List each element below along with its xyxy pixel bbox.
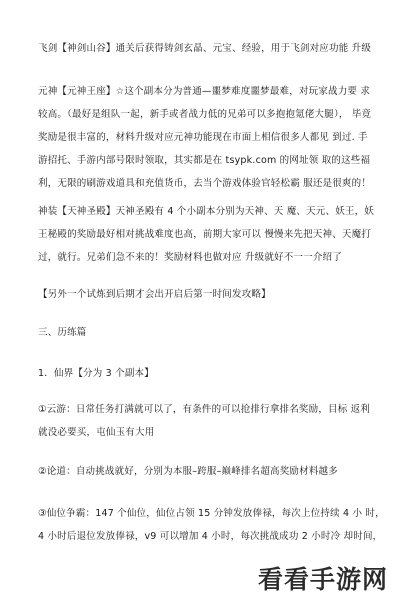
text-line: 1．仙界【分为 3 个副本】 xyxy=(38,368,154,379)
text-line: 神装【天神圣殿】天神圣殿有 4 个小副本分别为天神、天 魔、天元、妖王，妖 xyxy=(38,206,375,217)
text-line: 飞剑【神剑山谷】通关后获得铸剑玄晶、元宝、经验，用于飞剑对应功能 升级 xyxy=(38,43,372,54)
text-line: ①云游：日常任务打满就可以了，有条件的可以抢排行拿排名奖励，目标 返利 xyxy=(38,404,371,415)
text-line: 较高。（最好是组队一起，新手或者战力低的兄弟可以多抱抱氪佬大腿）， 毕竟 xyxy=(38,109,372,120)
paragraph-feijian xyxy=(38,37,388,60)
section-heading xyxy=(38,321,388,344)
paragraph-shenjiang xyxy=(38,200,388,269)
text-line: 王秘殿的奖励最好相对挑战难度也高，前期大家可以 慢慢来先把天神、天魔打 xyxy=(38,229,372,240)
text-line: ②论道：自动挑战就好，分别为本服–跨服–巅峰排名超高奖励材料越多 xyxy=(38,466,338,477)
text-line: 奖励是很丰富的，材料升级对应元神功能现在市面上相信很多人都见 到过. 手 xyxy=(38,132,368,143)
text-line: 过，就行。兄弟们急不来的！奖励材料也做对应 升级就好不一一介绍了 xyxy=(38,252,342,263)
text-line: 【另外一个试炼到后期才会出开启后第一时间发攻略】 xyxy=(38,289,271,300)
text-line: 4 小时后退位发放俸禄，v9 可以增加 4 小时，每次挑战成功 2 小时冷 却时间， xyxy=(38,531,383,542)
paragraph-xianwei xyxy=(38,502,388,548)
text-line: 利，无限的刷游戏道具和充值货币，去当个游戏体验官轻松霸 服还是很爽的！ xyxy=(38,178,372,189)
paragraph-yunyou xyxy=(38,398,388,444)
paragraph-yuanshen xyxy=(38,80,388,195)
text-line: 就没必要买，屯仙玉有大用 xyxy=(38,427,155,438)
text-line: 元神【元神王座】☆这个副本分为普通—噩梦难度噩梦最难，对玩家战力要 求 xyxy=(38,86,371,97)
site-watermark: 看看手游网 xyxy=(258,565,389,594)
paragraph-lundao xyxy=(38,460,388,483)
text-line: 三、历练篇 xyxy=(38,327,87,338)
subsection-heading xyxy=(38,362,388,385)
text-line: ③仙位争霸：147 个仙位，仙位占领 15 分钟发放俸禄，每次上位持续 4 小 时， xyxy=(38,508,385,519)
text-line: 游招托、手游内部号限时领取，其实都是在 tsypk.com 的网址领 取的这些福 xyxy=(38,155,371,166)
paragraph-notice xyxy=(38,283,388,306)
